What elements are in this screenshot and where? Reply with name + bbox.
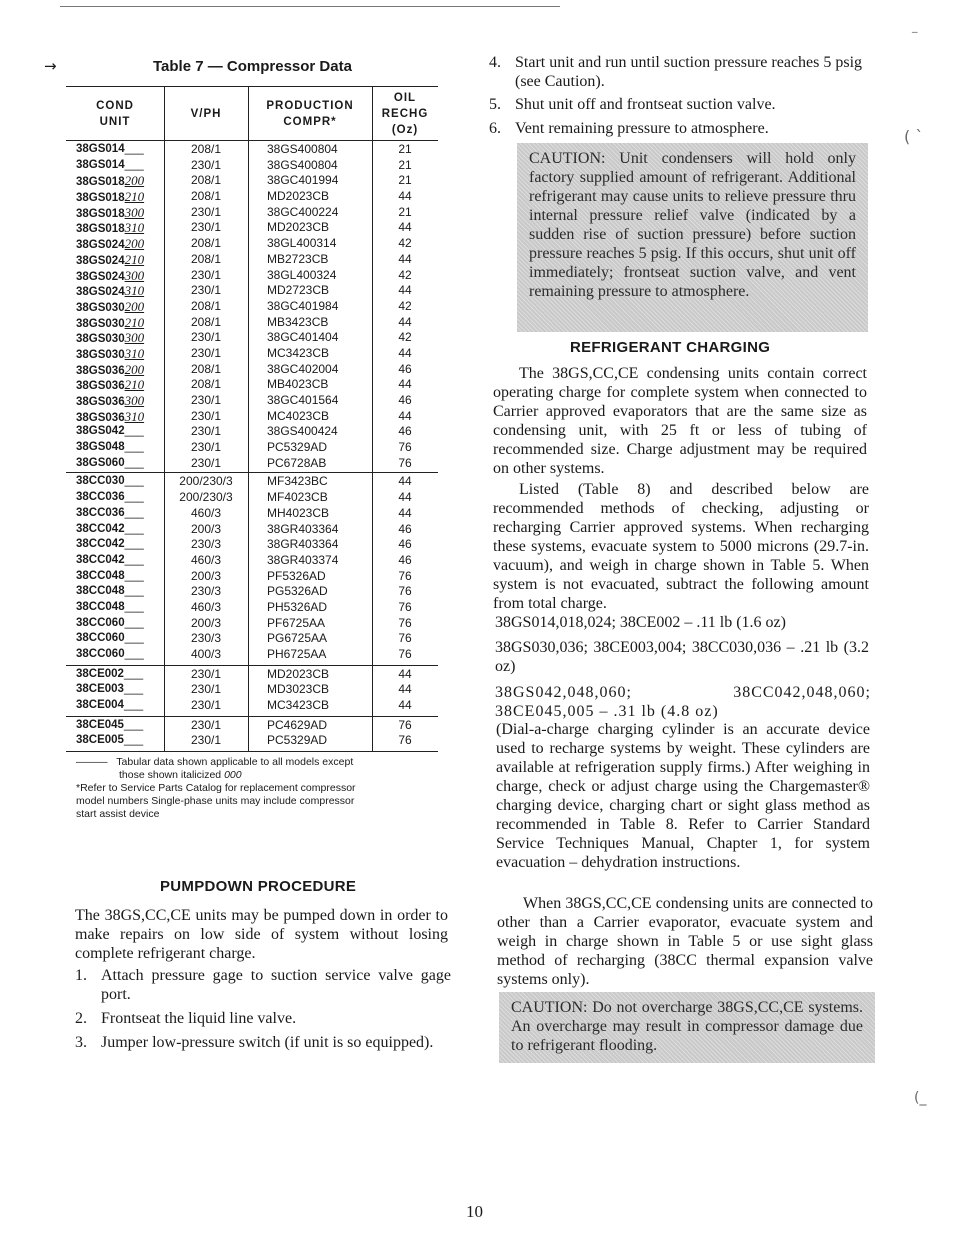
vph-cell: 230/1 (190, 283, 222, 298)
oil-recharge-cell: 76 (398, 584, 412, 599)
pumpdown-heading: PUMPDOWN PROCEDURE (160, 878, 357, 895)
table-footnotes (76, 756, 436, 821)
top-rule (60, 6, 560, 7)
vph-cell: 230/1 (190, 440, 222, 455)
compressor-cell: 38GC401404 (267, 330, 339, 345)
cond-unit-cell: 38CE005___ (76, 734, 144, 747)
table-group (66, 473, 438, 665)
cond-unit-cell: 38GS014___ (76, 143, 144, 155)
oil-recharge-cell: 44 (398, 698, 412, 713)
table-header (66, 86, 438, 141)
compressor-cell: 38GR403364 (267, 521, 339, 536)
oil-recharge-cell: 21 (398, 157, 412, 172)
vph-cell: 230/1 (190, 345, 222, 360)
oil-recharge-cell: 44 (398, 251, 412, 266)
table-row (66, 682, 438, 698)
table-row (66, 569, 438, 585)
vph-cell: 230/1 (190, 424, 222, 439)
table-row (66, 733, 438, 749)
compressor-cell: 38GR403374 (267, 552, 339, 567)
cond-unit-cell: 38GS030200 (76, 298, 145, 314)
compressor-cell: MD2723CB (267, 283, 330, 298)
table-row (66, 142, 438, 158)
vph-cell: 460/3 (190, 505, 222, 520)
oil-recharge-cell: 46 (398, 521, 412, 536)
vph-cell: 200/3 (190, 615, 222, 630)
cond-unit-cell: 38GS030300 (76, 330, 145, 346)
cond-unit-cell: 38CC030___ (76, 475, 144, 488)
footnote-dash-cont: those shown italicized 000 (119, 769, 242, 781)
cond-unit-cell: 38CC060___ (76, 632, 144, 645)
compressor-cell: 38GS400424 (267, 424, 338, 439)
vph-cell: 230/1 (190, 408, 222, 423)
vph-cell: 200/3 (190, 521, 222, 536)
compressor-cell: PH5326AD (267, 599, 328, 614)
oil-recharge-cell: 42 (398, 330, 412, 345)
compressor-cell: 38GL400324 (267, 267, 337, 282)
scan-mark-icon: (_ (914, 1090, 927, 1106)
cond-unit-cell: 38GS036210 (76, 377, 145, 393)
compressor-cell: 38GS400804 (267, 157, 338, 172)
overcharge-caution-box: CAUTION: Do not overcharge 38GS,CC,CE systems. An overcharge may result in compressor damage due to refrigerant flooding. (499, 992, 875, 1063)
vph-cell: 230/1 (190, 733, 222, 748)
vph-cell: 230/1 (190, 717, 222, 732)
compressor-cell: MH4023CB (267, 505, 330, 520)
compressor-cell: PF6725AA (267, 615, 326, 630)
table-row (66, 506, 438, 522)
oil-recharge-cell: 76 (398, 568, 412, 583)
vph-cell: 208/1 (190, 142, 222, 156)
cond-unit-cell: 38GS014___ (76, 158, 144, 171)
vph-cell: 230/1 (190, 330, 222, 345)
compressor-cell: 38GC402004 (267, 361, 339, 376)
header-vph: V/PH (190, 107, 222, 120)
oil-recharge-cell: 42 (398, 267, 412, 282)
oil-recharge-cell: 42 (398, 236, 412, 251)
cond-unit-cell: 38CC042___ (76, 553, 144, 566)
oil-recharge-cell: 44 (398, 666, 412, 681)
compressor-cell: PG6725AA (267, 631, 328, 646)
table-row (66, 584, 438, 600)
cond-unit-cell: 38GS018200 (76, 173, 145, 189)
cond-unit-cell: 38GS060___ (76, 456, 144, 469)
vph-cell: 230/1 (190, 393, 222, 407)
cond-unit-cell: 38CC048___ (76, 585, 144, 598)
table-group (66, 666, 438, 717)
charging-subtract-line-1: 38GS014,018,024; 38CE002 – .11 lb (1.6 oz) (495, 614, 786, 631)
vph-cell: 208/1 (190, 298, 222, 313)
charging-para-3: (Dial-a-charge charging cylinder is an accurate device used to recharge systems by weight. These cylinders are available at refrigeration supply firms.) After weighing in charge, check or adjust charge using the Chargemaster® charging device, charging chart or sight glass method as recommended in Table 8. Refer to Carrier Standard Service Techniques Manual, Chapter 1, for system evacuation – dehydration instructions. (496, 721, 870, 871)
compressor-cell: PH6725AA (267, 647, 327, 661)
charging-heading: REFRIGERANT CHARGING (570, 339, 771, 356)
charging-para-1: The 38GS,CC,CE condensing units contain correct operating charge for complete system when connected to Carrier approved evaporators that are the same size as condensing unit, with 25 ft or less of tubing of recommended size. Charge adjustment may be required on other systems. (493, 365, 867, 477)
vph-cell: 460/3 (190, 599, 222, 614)
vph-cell: 230/1 (190, 682, 222, 697)
cond-unit-cell: 38GS036310 (76, 408, 145, 424)
charging-subtract-line-3: 38GS042,048,060; 38CC042,048,060; 38CE045,005 – .31 lb (4.8 oz) (495, 684, 871, 720)
cond-unit-cell: 38GS048___ (76, 441, 144, 454)
oil-recharge-cell: 21 (398, 204, 412, 219)
oil-recharge-cell: 44 (398, 220, 412, 235)
table-row (66, 205, 438, 221)
vph-cell: 208/1 (190, 314, 222, 329)
oil-recharge-cell: 46 (398, 552, 412, 567)
pumpdown-intro: The 38GS,CC,CE units may be pumped down in order to make repairs on low side of system without losing complete refrigerant charge. (75, 907, 448, 962)
table-row (66, 330, 438, 346)
cond-unit-cell: 38CC060___ (76, 648, 144, 660)
compressor-cell: PC6728AB (267, 455, 327, 470)
compressor-cell: MB4023CB (267, 377, 329, 392)
table-row (66, 474, 438, 490)
cond-unit-cell: 38CC036___ (76, 506, 144, 519)
table-row (66, 522, 438, 538)
table-row (66, 173, 438, 189)
table-row (66, 362, 438, 378)
compressor-cell: MC3423CB (267, 345, 330, 360)
table-row (66, 409, 438, 425)
table-body (66, 141, 438, 752)
table-row (66, 393, 438, 409)
compressor-cell: PF5326AD (267, 568, 326, 583)
table-row (66, 667, 438, 683)
oil-recharge-cell: 76 (398, 733, 412, 748)
oil-recharge-cell: 44 (398, 505, 412, 520)
cond-unit-cell: 38CC036___ (76, 491, 144, 504)
table-row (66, 456, 438, 472)
compressor-cell: 38GC400224 (267, 204, 339, 219)
table-group (66, 141, 438, 473)
vph-cell: 208/1 (190, 377, 222, 392)
table-row (66, 315, 438, 331)
vph-cell: 230/3 (190, 631, 222, 646)
cond-unit-cell: 38GS024200 (76, 236, 145, 252)
compressor-cell: 38GR403364 (267, 537, 339, 552)
footnote-star-1: *Refer to Service Parts Catalog for replacement compressor (76, 782, 356, 794)
oil-recharge-cell: 44 (398, 314, 412, 329)
table-row (66, 698, 438, 714)
compressor-cell: MC3423CB (267, 698, 330, 713)
scan-mark-icon: ‾ (912, 30, 918, 43)
table-row (66, 440, 438, 456)
table-row (66, 424, 438, 440)
cond-unit-cell: 38GS030210 (76, 314, 145, 330)
cond-unit-cell: 38GS018210 (76, 189, 145, 205)
cond-unit-cell: 38GS036300 (76, 393, 145, 408)
header-production-compr: PRODUCTION COMPR* (266, 99, 354, 128)
vph-cell: 230/1 (190, 157, 222, 172)
oil-recharge-cell: 76 (398, 455, 412, 470)
vph-cell: 400/3 (190, 647, 222, 661)
cond-unit-cell: 38GS042___ (76, 425, 144, 438)
table-row (66, 718, 438, 734)
vph-cell: 230/1 (190, 666, 222, 681)
cond-unit-cell: 38GS024310 (76, 283, 145, 299)
cond-unit-cell: 38GS024300 (76, 267, 145, 283)
cond-unit-cell: 38CC048___ (76, 569, 144, 582)
compressor-cell: MD2023CB (267, 220, 330, 235)
vph-cell: 200/230/3 (179, 474, 233, 489)
table-row (66, 616, 438, 632)
vph-cell: 230/3 (190, 584, 222, 599)
compressor-cell: MB3423CB (267, 314, 329, 329)
oil-recharge-cell: 44 (398, 377, 412, 392)
compressor-cell: 38GS400804 (267, 142, 338, 156)
cond-unit-cell: 38GS024210 (76, 251, 145, 267)
table-row (66, 158, 438, 174)
table-row (66, 377, 438, 393)
cond-unit-cell: 38CE002___ (76, 667, 144, 680)
oil-recharge-cell: 44 (398, 345, 412, 360)
charging-subtract-line-2: 38GS030,036; 38CE003,004; 38CC030,036 – .21 lb (3.2 oz) (495, 639, 869, 675)
cond-unit-cell: 38GS036200 (76, 361, 145, 377)
compressor-cell: 38GC401564 (267, 393, 339, 407)
oil-recharge-cell: 44 (398, 474, 412, 489)
oil-recharge-cell: 42 (398, 298, 412, 313)
compressor-cell: 38GC401994 (267, 173, 339, 188)
vph-cell: 230/1 (190, 267, 222, 282)
oil-recharge-cell: 76 (398, 717, 412, 732)
table-group (66, 717, 438, 752)
vph-cell: 460/3 (190, 552, 222, 567)
oil-recharge-cell: 44 (398, 682, 412, 697)
oil-recharge-cell: 46 (398, 393, 412, 407)
vph-cell: 208/1 (190, 361, 222, 376)
pumpdown-caution-box: CAUTION: Unit condensers will hold only factory supplied amount of refrigerant. Additional refrigerant may cause units to relieve pressure thru internal pressure relief valve (indicated by a sudden rise of suction pressure) before suction pressure reaches 5 psig. If this occurs, shut unit off immediately; frontseat suction valve, and vent remaining pressure to atmosphere. (517, 143, 868, 332)
footnote-dash: ——— Tabular data shown applicable to all models except (76, 756, 354, 768)
oil-recharge-cell: 76 (398, 615, 412, 630)
table-row (66, 268, 438, 284)
oil-recharge-cell: 44 (398, 408, 412, 423)
header-cond-unit: COND UNIT (96, 99, 134, 128)
table-row (66, 299, 438, 315)
table-row (66, 537, 438, 553)
compressor-cell: MD2023CB (267, 666, 330, 681)
compressor-cell: PC5329AD (267, 440, 328, 455)
scan-mark-icon: ( ˋ (904, 127, 924, 146)
compressor-cell: 38GL400314 (267, 236, 337, 251)
vph-cell: 208/1 (190, 189, 222, 204)
oil-recharge-cell: 46 (398, 424, 412, 439)
vph-cell: 230/3 (190, 537, 222, 552)
cond-unit-cell: 38GS018300 (76, 204, 145, 220)
cond-unit-cell: 38CC042___ (76, 522, 144, 535)
table-row (66, 647, 438, 663)
cond-unit-cell: 38CE003___ (76, 683, 144, 696)
vph-cell: 230/1 (190, 455, 222, 470)
compressor-cell: MB2723CB (267, 251, 329, 266)
table-caption: Table 7 — Compressor Data (153, 58, 352, 75)
table-row (66, 189, 438, 205)
oil-recharge-cell: 46 (398, 537, 412, 552)
footnote-star-2: model numbers Single-phase units may include compressor (76, 795, 355, 807)
oil-recharge-cell: 46 (398, 361, 412, 376)
page-number: 10 (466, 1202, 483, 1221)
cond-unit-cell: 38CC060___ (76, 616, 144, 629)
vph-cell: 208/1 (190, 236, 222, 251)
vph-cell: 208/1 (190, 173, 222, 188)
table-row (66, 553, 438, 569)
vph-cell: 230/1 (190, 220, 222, 235)
oil-recharge-cell: 76 (398, 647, 412, 661)
compressor-cell: 38GC401984 (267, 298, 339, 313)
compressor-cell: MF3423BC (267, 474, 328, 489)
cond-unit-cell: 38GS030310 (76, 345, 145, 361)
oil-recharge-cell: 21 (398, 173, 412, 188)
vph-cell: 208/1 (190, 251, 222, 266)
compressor-cell: PG5326AD (267, 584, 328, 599)
table-row (66, 490, 438, 506)
oil-recharge-cell: 76 (398, 631, 412, 646)
footnote-star-3: start assist device (76, 808, 160, 820)
table-row (66, 220, 438, 236)
charging-para-4: When 38GS,CC,CE condensing units are connected to other than a Carrier evaporator, evacuate system and weigh in charge shown in Table 5 or use sight glass method of recharging (38CC thermal expansion valve systems only). (497, 895, 873, 988)
cond-unit-cell: 38CE004___ (76, 699, 144, 712)
cond-unit-cell: 38CE045___ (76, 718, 144, 731)
margin-arrow-icon: → (44, 57, 57, 75)
vph-cell: 200/230/3 (179, 490, 233, 505)
compressor-cell: MC4023CB (267, 408, 330, 423)
oil-recharge-cell: 76 (398, 599, 412, 614)
table-row (66, 252, 438, 268)
table-row (66, 346, 438, 362)
table-row (66, 283, 438, 299)
compressor-cell: PC4629AD (267, 717, 328, 732)
oil-recharge-cell: 44 (398, 283, 412, 298)
table-row (66, 631, 438, 647)
oil-recharge-cell: 44 (398, 189, 412, 204)
cond-unit-cell: 38GS018310 (76, 220, 145, 236)
table-row (66, 236, 438, 252)
oil-recharge-cell: 76 (398, 440, 412, 455)
charging-para-2: Listed (Table 8) and described below are recommended methods of checking, adjusting or recharging Carrier approved systems. When recharging these systems, evacuate system to 5000 microns (29.7-in. vacuum), and weigh in charge shown in Table 5. When system is not evacuated, subtract the following amount from total charge. (493, 481, 869, 612)
header-oil-recharge: OIL RECHG (Oz) (381, 91, 429, 136)
oil-recharge-cell: 21 (398, 142, 412, 156)
compressor-cell: MF4023CB (267, 490, 328, 505)
cond-unit-cell: 38CC048___ (76, 600, 144, 613)
vph-cell: 230/1 (190, 204, 222, 219)
compressor-cell: MD2023CB (267, 189, 330, 204)
vph-cell: 200/3 (190, 568, 222, 583)
compressor-cell: PC5329AD (267, 733, 328, 748)
cond-unit-cell: 38CC042___ (76, 538, 144, 551)
vph-cell: 230/1 (190, 698, 222, 713)
compressor-cell: MD3023CB (267, 682, 330, 697)
table-row (66, 600, 438, 616)
oil-recharge-cell: 44 (398, 490, 412, 505)
compressor-data-table (66, 86, 438, 752)
